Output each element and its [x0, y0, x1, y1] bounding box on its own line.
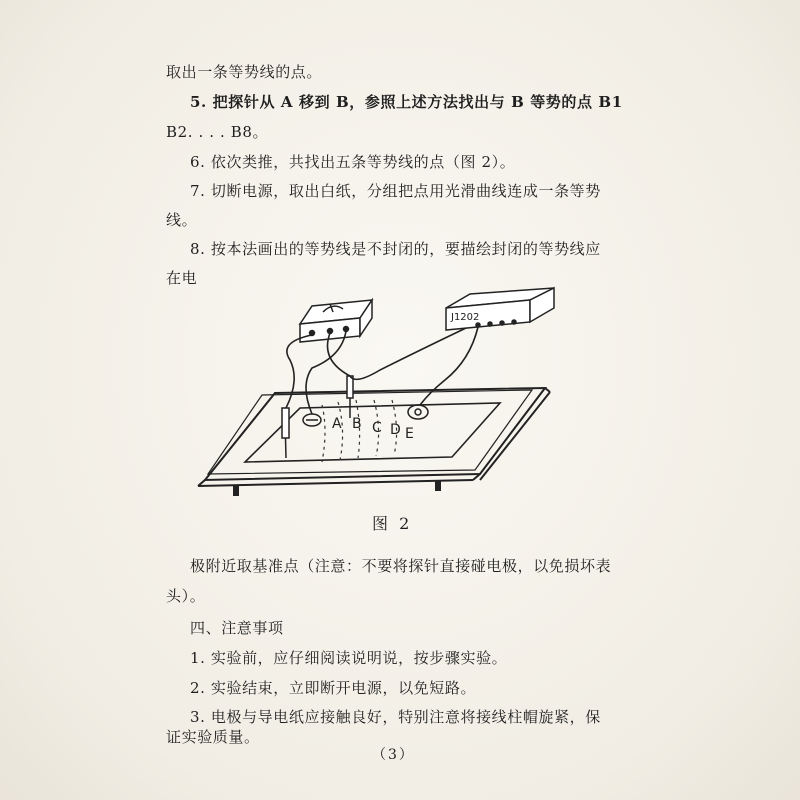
step-5-line: 5. 把探针从 A 移到 B，参照上述方法找出与 B 等势的点 B1	[190, 93, 623, 111]
label-a: A	[332, 416, 342, 432]
power-supply	[446, 288, 554, 330]
note-item-2: 2. 实验结束，立即断开电源，以免短路。	[190, 679, 477, 697]
label-d: D	[390, 422, 401, 438]
step-7-continuation: 线。	[166, 211, 198, 229]
step-7-line: 7. 切断电源，取出白纸，分组把点用光滑曲线连成一条等势	[190, 182, 601, 200]
step-6-line: 6. 依次类推，共找出五条等势线的点（图 2）。	[190, 153, 516, 171]
note-item-3: 3. 电极与导电纸应接触良好，特别注意将接线柱帽旋紧，保	[190, 708, 601, 726]
page-number: （3）	[372, 747, 415, 763]
text-after-figure-1: 极附近取基准点（注意：不要将探针直接碰电极，以免损坏表	[190, 557, 612, 575]
electrode-right	[408, 405, 428, 419]
probe-center	[347, 376, 353, 418]
label-e: E	[405, 426, 414, 442]
step-8-continuation: 在电	[166, 269, 198, 287]
step-5-continuation: B2. . . . B8。	[166, 123, 269, 141]
board-illustration	[198, 388, 550, 486]
point-labels	[332, 416, 414, 442]
electrode-left	[303, 414, 321, 426]
label-b: B	[352, 416, 362, 432]
note-item-3-continuation: 证实验质量。	[166, 728, 260, 746]
step-8-line: 8. 按本法画出的等势线是不封闭的，要描绘封闭的等势线应	[190, 240, 601, 258]
note-item-1: 1. 实验前，应仔细阅读说明说，按步骤实验。	[190, 649, 508, 667]
power-supply-model-label: J1202	[451, 312, 480, 323]
text-line-1: 取出一条等势线的点。	[166, 63, 323, 81]
section-heading: 四、注意事项	[190, 619, 284, 637]
text-after-figure-2: 头）。	[166, 587, 206, 605]
label-c: C	[372, 420, 382, 436]
figure-caption: 图 2	[372, 514, 413, 533]
probe-left	[282, 408, 289, 458]
